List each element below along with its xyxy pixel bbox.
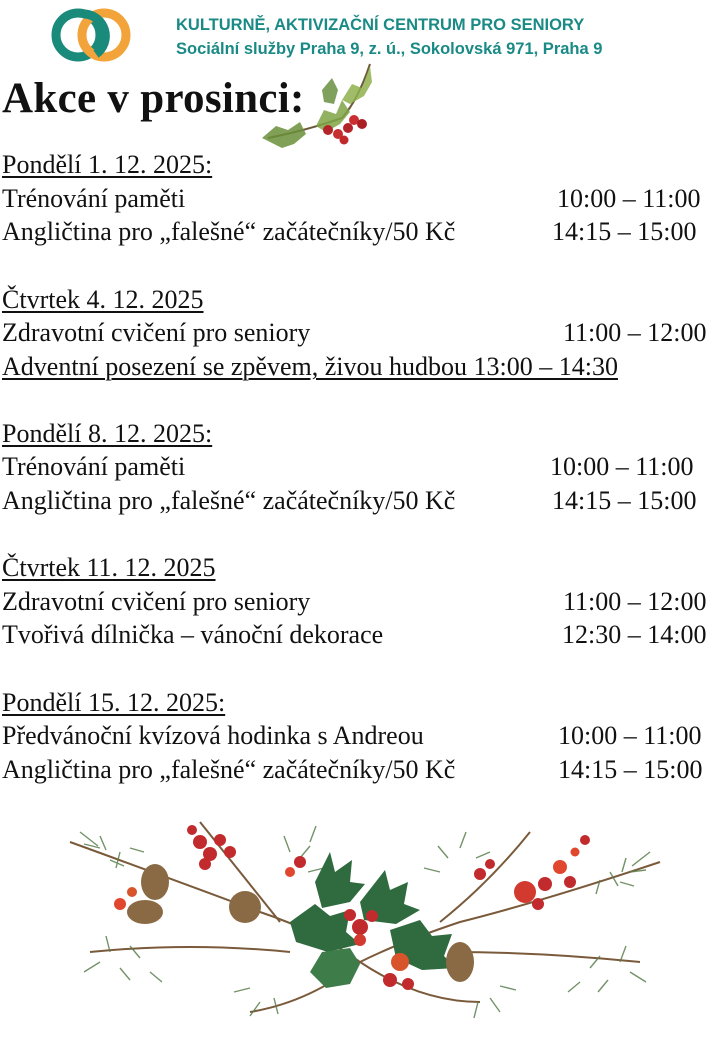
event-time: 10:00 – 11:00 bbox=[550, 452, 694, 481]
event-name: Angličtina pro „falešné“ začátečníky/50 Kč bbox=[2, 755, 456, 784]
event-name: Trénování paměti bbox=[2, 452, 186, 481]
day-heading: Čtvrtek 11. 12. 2025 bbox=[2, 553, 216, 582]
event-time: 14:15 – 15:00 bbox=[552, 217, 697, 246]
event-name: Trénování paměti bbox=[2, 184, 186, 213]
page-title: Akce v prosinci: bbox=[2, 75, 305, 122]
logo-rings-icon bbox=[48, 4, 134, 66]
event-name: Angličtina pro „falešné“ začátečníky/50 Kč bbox=[2, 217, 456, 246]
organization-address: Sociální služby Praha 9, z. ú., Sokolovská 971, Praha 9 bbox=[176, 40, 603, 58]
day-heading: Pondělí 1. 12. 2025: bbox=[2, 150, 213, 179]
event-time: 13:00 – 14:30 bbox=[473, 352, 618, 381]
event-time: 10:00 – 11:00 bbox=[558, 721, 702, 750]
event-name: Adventní posezení se zpěvem, živou hudbou bbox=[2, 352, 467, 381]
event-name: Zdravotní cvičení pro seniory bbox=[2, 318, 311, 347]
day-heading: Pondělí 8. 12. 2025: bbox=[2, 419, 213, 448]
day-heading: Čtvrtek 4. 12. 2025 bbox=[2, 285, 204, 314]
day-heading: Pondělí 15. 12. 2025: bbox=[2, 688, 226, 717]
holly-sprig-icon bbox=[258, 60, 376, 158]
event-time: 14:15 – 15:00 bbox=[558, 755, 703, 784]
event-name: Zdravotní cvičení pro seniory bbox=[2, 587, 311, 616]
event-name: Předvánoční kvízová hodinka s Andreou bbox=[2, 721, 424, 750]
event-time: 14:15 – 15:00 bbox=[552, 486, 697, 515]
event-name: Angličtina pro „falešné“ začátečníky/50 Kč bbox=[2, 486, 456, 515]
event-time: 10:00 – 11:00 bbox=[557, 184, 701, 213]
event-time: 11:00 – 12:00 bbox=[563, 318, 707, 347]
organization-name: KULTURNĚ, AKTIVIZAČNÍ CENTRUM PRO SENIORY bbox=[176, 16, 585, 34]
event-time: 12:30 – 14:00 bbox=[562, 620, 707, 649]
christmas-garland-icon bbox=[60, 812, 670, 1027]
event-time: 11:00 – 12:00 bbox=[563, 587, 707, 616]
event-name: Tvořivá dílnička – vánoční dekorace bbox=[2, 620, 384, 649]
event-row-underlined bbox=[2, 352, 720, 382]
